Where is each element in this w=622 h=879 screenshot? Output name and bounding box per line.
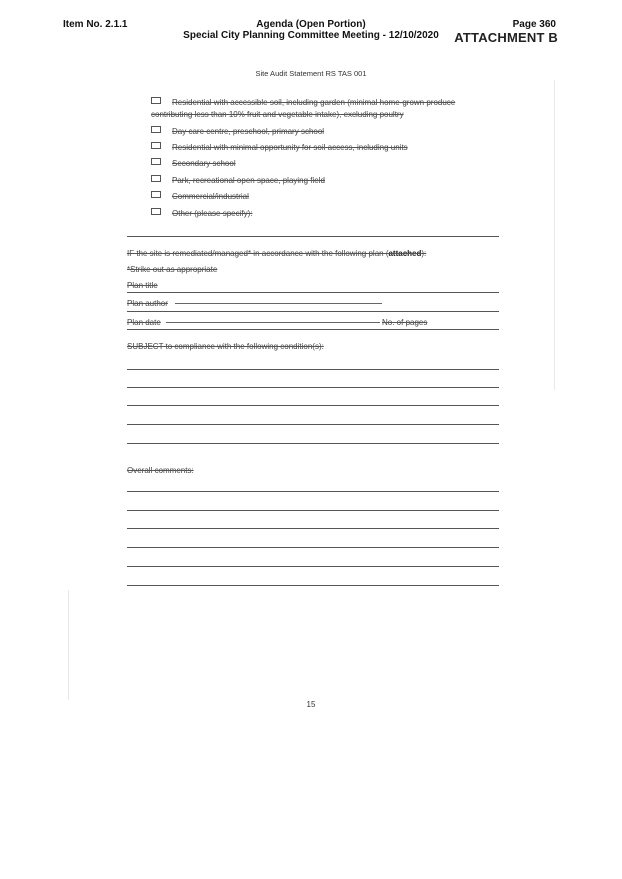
comment-line[interactable] [127,566,499,567]
page-footer-number: 15 [306,700,316,709]
checkbox-icon[interactable] [151,126,161,133]
checkbox-label: Residential with accessible soil, including garden (minimal home-grown produce [172,98,456,107]
comment-line[interactable] [127,585,499,586]
comment-line[interactable] [127,528,499,529]
comment-line[interactable] [127,510,499,511]
checkbox-label: Park, recreational open space, playing field [172,176,325,185]
condition-line[interactable] [127,405,499,406]
checkbox-label-continuation: contributing less than 10% fruit and vegetable intake), excluding poultry [151,110,404,119]
condition-line[interactable] [127,369,499,370]
comment-line[interactable] [127,491,499,492]
plan-title-label: Plan title [127,281,158,290]
scan-edge [554,80,555,390]
checkbox-item[interactable] [151,142,408,152]
checkbox-icon[interactable] [151,97,161,104]
checkbox-item[interactable] [151,158,236,168]
item-number: Item No. 2.1.1 [63,19,128,30]
checkbox-label: Other (please specify): [172,209,253,218]
checkbox-label: Day care centre, preschool, primary school [172,127,325,136]
plan-intro: IF the site is remediated/managed* in accordance with the following plan (attached): [127,249,427,258]
checkbox-item[interactable] [151,208,252,218]
plan-date-strike [166,322,380,323]
plan-date-label: Plan date [127,318,161,327]
checkbox-label: Secondary school [172,159,236,168]
agenda-title: Agenda (Open Portion) [256,19,366,30]
plan-author-strike [175,303,382,304]
no-of-pages-label: No. of pages [382,318,428,327]
checkbox-icon[interactable] [151,208,161,215]
subject-conditions-label: SUBJECT to compliance with the following condition(s): [127,342,324,351]
checkbox-item[interactable] [151,97,455,107]
plan-author-field[interactable] [127,311,499,312]
scan-edge [68,590,69,700]
page-number-header: Page 360 [512,19,556,30]
plan-title-field[interactable] [127,292,499,293]
plan-author-label: Plan author [127,299,168,308]
checkbox-item[interactable] [151,126,324,136]
checkbox-icon[interactable] [151,191,161,198]
checkbox-item[interactable] [151,191,249,201]
attached-word: attached [388,249,422,258]
other-specify-line[interactable] [127,236,499,237]
condition-line[interactable] [127,443,499,444]
overall-comments-label: Overall comments: [127,466,194,475]
condition-line[interactable] [127,424,499,425]
comment-line[interactable] [127,547,499,548]
checkbox-icon[interactable] [151,158,161,165]
checkbox-icon[interactable] [151,142,161,149]
strike-note: *Strike out as appropriate [127,265,218,274]
plan-date-field[interactable] [127,329,499,330]
statement-title: Site Audit Statement RS TAS 001 [255,69,367,78]
meeting-title: Special City Planning Committee Meeting - 12/10/2020 [183,30,439,41]
checkbox-item[interactable] [151,175,325,185]
checkbox-label: Commercial/industrial [172,192,249,201]
checkbox-icon[interactable] [151,175,161,182]
checkbox-label: Residential with minimal opportunity for soil access, including units [172,143,408,152]
condition-line[interactable] [127,387,499,388]
attachment-label: ATTACHMENT B [454,30,558,45]
